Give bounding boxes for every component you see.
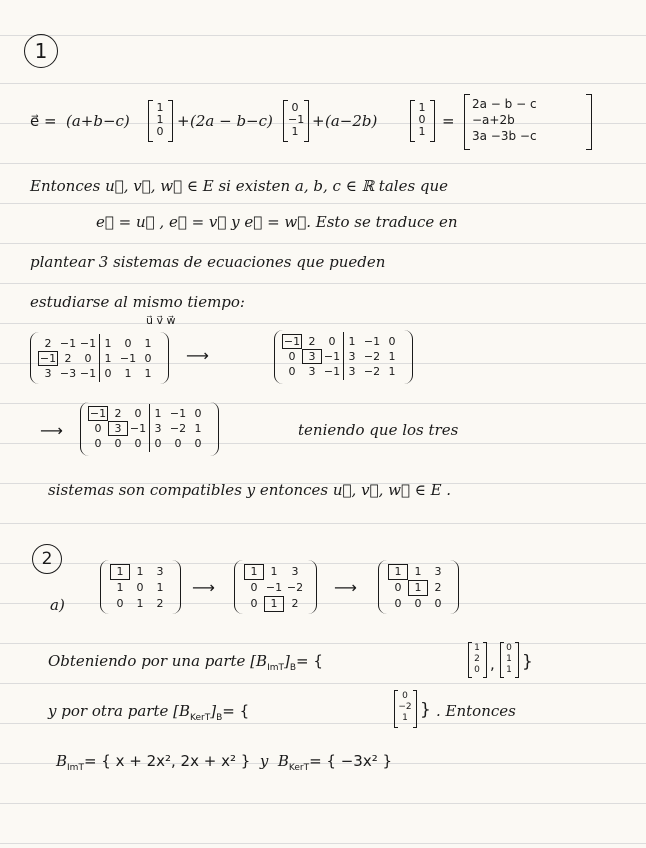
matB-7-pivot: 3 — [302, 349, 322, 364]
matC-14: 0 — [134, 437, 142, 450]
vec2-2: 1 — [291, 125, 299, 138]
matB-15: 3 — [348, 365, 356, 378]
ker-vec-1: −2 — [398, 702, 412, 712]
matC-6: 0 — [94, 422, 102, 435]
matC-8: −1 — [129, 422, 147, 435]
coef-3: (a−2b) — [325, 112, 378, 130]
s2-mat3-left-paren — [378, 560, 387, 614]
s2-mat3-1: 1 — [414, 565, 422, 578]
matC-1: 2 — [114, 407, 122, 420]
matB-right-paren — [404, 330, 413, 384]
matB-2: 0 — [328, 335, 336, 348]
s2-mat2-4: −1 — [265, 581, 283, 594]
matC-separator — [149, 404, 150, 452]
ker-vec — [398, 691, 412, 724]
matC-9: 3 — [154, 422, 162, 435]
im-vec1-1: 2 — [474, 654, 480, 664]
matA-4: 0 — [124, 337, 132, 350]
matC-2: 0 — [134, 407, 142, 420]
vec3-1: 0 — [418, 113, 426, 126]
matA-separator — [99, 334, 100, 382]
s2-mat1-right-paren — [172, 560, 181, 614]
s2-mat3-2: 3 — [434, 565, 442, 578]
matC-12: 0 — [94, 437, 102, 450]
s2-mat3-0-pivot: 1 — [388, 564, 408, 580]
s2-mat2-0-pivot: 1 — [244, 564, 264, 580]
matB-separator — [343, 332, 344, 380]
vec1 — [154, 102, 166, 138]
label-a: a) — [50, 596, 65, 614]
result-2: 3a −3b −c — [472, 129, 537, 143]
vec3-2: 1 — [418, 125, 426, 138]
im-set-open: = { — [296, 652, 323, 670]
matA-15: 0 — [104, 367, 112, 380]
section-1-number — [24, 34, 58, 68]
coef-2: (2a − b−c) — [190, 112, 273, 130]
text-y-por-otra — [48, 702, 249, 723]
matA-12: 3 — [44, 367, 52, 380]
text-entonces: Entonces u⃗, v⃗, w⃗ ∈ E si existen a, b, c ∈ ℝ tales que — [30, 177, 449, 195]
text-obteniendo-close: ] — [284, 652, 290, 670]
s2-mat3-4-pivot: 1 — [408, 580, 428, 596]
matA-14: −1 — [79, 367, 97, 380]
vec2-0: 0 — [291, 101, 299, 114]
result-0: 2a − b − c — [472, 97, 537, 111]
im-vec2-0: 0 — [506, 643, 512, 653]
matC-3: 1 — [154, 407, 162, 420]
s2-mat1-2: 3 — [156, 565, 164, 578]
s2-mat3 — [388, 564, 448, 612]
s2-mat1-4: 0 — [136, 581, 144, 594]
text-equalities: e⃗ = u⃗ , e⃗ = v⃗ y e⃗ = w⃗. Esto se traduce en — [96, 213, 458, 231]
matA-3: 1 — [104, 337, 112, 350]
s2-arrow-2: ⟶ — [334, 578, 357, 597]
vec2-1: −1 — [288, 113, 305, 126]
plus-2: + — [312, 112, 325, 130]
s2-mat1-7: 1 — [136, 597, 144, 610]
matA-8: 0 — [84, 352, 92, 365]
matB-1: 2 — [308, 335, 316, 348]
matB-17: 1 — [388, 365, 396, 378]
s2-arrow-1: ⟶ — [192, 578, 215, 597]
s2-mat3-3: 0 — [394, 581, 402, 594]
matA-7: 2 — [64, 352, 72, 365]
im-vec2-1: 1 — [506, 654, 512, 664]
vec3-0: 1 — [418, 101, 426, 114]
im-vec1-right — [483, 642, 487, 678]
final-b-ker: B — [277, 752, 289, 770]
s2-mat3-8: 0 — [434, 597, 442, 610]
matA-2: −1 — [79, 337, 97, 350]
matB-12: 0 — [288, 365, 296, 378]
s2-mat3-7: 0 — [414, 597, 422, 610]
section-2-number — [32, 544, 62, 574]
b-subscript-1: B — [289, 663, 297, 673]
matB-6: 0 — [288, 350, 296, 363]
vec3-left-bracket — [410, 100, 415, 142]
matB-16: −2 — [363, 365, 381, 378]
matA-5: 1 — [144, 337, 152, 350]
s2-mat1-8: 2 — [156, 597, 164, 610]
s2-mat2-7-pivot: 1 — [264, 596, 284, 612]
text-obteniendo — [48, 652, 323, 673]
vec3-right-bracket — [430, 100, 435, 142]
matA-right-paren — [160, 332, 169, 384]
s2-mat2-1: 1 — [270, 565, 278, 578]
text-entonces-2: . Entonces — [436, 702, 516, 720]
s2-mat1-6: 0 — [116, 597, 124, 610]
final-line — [56, 752, 392, 773]
matB-9: 3 — [348, 350, 356, 363]
matA-10: −1 — [119, 352, 137, 365]
plus-1: + — [177, 112, 190, 130]
result-vector — [472, 96, 582, 144]
e-label: e⃗ = — [30, 112, 57, 130]
matC-4: −1 — [169, 407, 187, 420]
matB-5: 0 — [388, 335, 396, 348]
ker-set-close: } — [420, 700, 431, 720]
text-teniendo: teniendo que los tres — [298, 421, 459, 439]
coef-1: (a+b−c) — [66, 112, 130, 130]
matA-13: −3 — [59, 367, 77, 380]
matC-11: 1 — [194, 422, 202, 435]
s2-mat3-6: 0 — [394, 597, 402, 610]
matC-5: 0 — [194, 407, 202, 420]
matA-1: −1 — [59, 337, 77, 350]
im-vec1-2: 0 — [474, 665, 480, 675]
matB-8: −1 — [323, 350, 341, 363]
vec3 — [416, 102, 428, 138]
text-otra-close: ] — [210, 702, 217, 720]
matB-4: −1 — [363, 335, 381, 348]
matA-6-pivot: −1 — [39, 352, 57, 365]
matA-11: 0 — [144, 352, 152, 365]
matA-0: 2 — [44, 337, 52, 350]
s2-mat1-5: 1 — [156, 581, 164, 594]
vec1-1: 1 — [156, 113, 164, 126]
final-ker-sub: KerT — [288, 763, 310, 773]
vec1-0: 1 — [156, 101, 164, 114]
vec2-right-bracket — [304, 100, 309, 142]
ker-vec-right — [413, 690, 417, 728]
im-comma: , — [490, 655, 495, 673]
equals-sign: = — [442, 112, 455, 130]
matC-17: 0 — [194, 437, 202, 450]
vec2 — [288, 101, 305, 138]
s2-mat1-3: 1 — [116, 581, 124, 594]
im-vec1 — [472, 643, 482, 676]
final-b-im: B — [56, 752, 68, 770]
matC-13: 0 — [114, 437, 122, 450]
text-plantear: plantear 3 sistemas de ecuaciones que pueden — [30, 253, 386, 271]
matC — [88, 406, 208, 451]
matA-17: 1 — [144, 367, 152, 380]
s2-mat1-0-pivot: 1 — [110, 564, 130, 580]
section-2-number-text: 2 — [41, 549, 53, 569]
ker-vec-0: 0 — [402, 691, 408, 701]
ker-set-open: = { — [222, 702, 250, 720]
text-sistemas: sistemas son compatibles y entonces u⃗, v⃗, w⃗ ∈ E . — [48, 481, 452, 499]
ker-subscript: KerT — [190, 713, 211, 723]
s2-mat2-2: 3 — [291, 565, 299, 578]
matA-16: 1 — [124, 367, 132, 380]
matC-15: 0 — [154, 437, 162, 450]
matB-13: 3 — [308, 365, 316, 378]
matB-10: −2 — [363, 350, 381, 363]
im-vec2-2: 1 — [506, 665, 512, 675]
s2-mat2-8: 2 — [291, 597, 299, 610]
final-im-sub: ImT — [67, 763, 84, 773]
s2-mat1-left-paren — [100, 560, 109, 614]
s2-mat2-6: 0 — [250, 597, 258, 610]
im-vec2-right — [515, 642, 519, 678]
matC-right-paren — [210, 402, 219, 456]
s2-mat3-5: 2 — [434, 581, 442, 594]
vec1-2: 0 — [156, 125, 164, 138]
matB-3: 1 — [348, 335, 356, 348]
matC-0-pivot: −1 — [89, 407, 107, 420]
s2-mat2-3: 0 — [250, 581, 258, 594]
final-im-set: = { x + 2x², 2x + x² } — [83, 752, 251, 770]
im-set-close: } — [522, 652, 533, 672]
text-estudiarse: estudiarse al mismo tiempo: — [30, 293, 245, 311]
text-otra-main: y por otra parte [B — [48, 702, 191, 720]
ker-vec-2: 1 — [402, 713, 408, 723]
vec1-left-bracket — [148, 100, 153, 142]
matC-10: −2 — [169, 422, 187, 435]
result-1: −a+2b — [472, 113, 515, 127]
matB-11: 1 — [388, 350, 396, 363]
result-right-bracket — [586, 94, 592, 150]
s2-mat2-left-paren — [234, 560, 243, 614]
im-vec2 — [504, 643, 514, 676]
matA — [38, 336, 158, 381]
arrow-1: ⟶ — [186, 346, 209, 365]
section-1-number-text: 1 — [34, 39, 48, 63]
matB-0-pivot: −1 — [283, 335, 301, 348]
text-obteniendo-main: Obteniendo por una parte [B — [48, 652, 268, 670]
b-subscript-2: B — [216, 713, 223, 723]
s2-mat1-1: 1 — [136, 565, 144, 578]
result-left-bracket — [464, 94, 470, 150]
final-y: y — [259, 752, 269, 770]
final-ker-set: = { −3x² } — [309, 752, 393, 770]
s2-mat2-5: −2 — [286, 581, 304, 594]
matA-9: 1 — [104, 352, 112, 365]
column-header-uvw: u⃗ v⃗ w⃗ — [146, 314, 176, 327]
s2-mat2-right-paren — [308, 560, 317, 614]
matC-16: 0 — [174, 437, 182, 450]
matB-14: −1 — [323, 365, 341, 378]
im-vec1-0: 1 — [474, 643, 480, 653]
vec1-right-bracket — [168, 100, 173, 142]
matB — [282, 334, 402, 379]
s2-mat2 — [244, 564, 306, 612]
im-subscript: ImT — [267, 663, 284, 673]
s2-mat1 — [110, 564, 170, 612]
arrow-2: ⟶ — [40, 421, 63, 440]
matC-7-pivot: 3 — [108, 421, 128, 436]
s2-mat3-right-paren — [450, 560, 459, 614]
